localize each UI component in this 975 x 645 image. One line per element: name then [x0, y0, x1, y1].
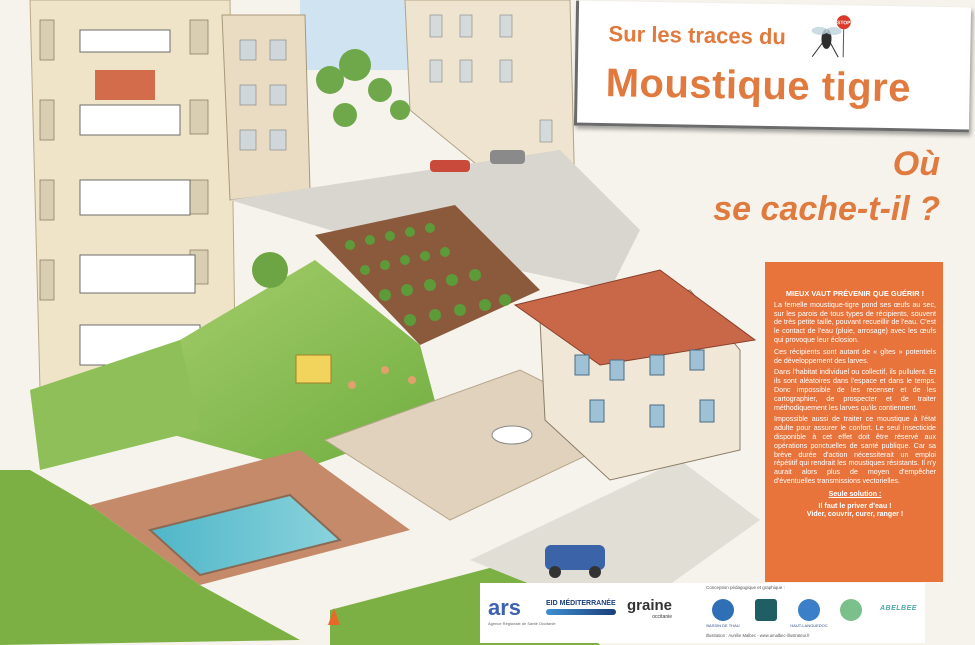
info-paragraph-4: Impossible aussi de traiter ce moustique à l'état adulte pour assurer le confort. Le seul insecticide disponible à cet effet doit être réservé aux opérations ponctuelles de santé publique. Car sa brève durée d'action nécessiterait un emploi répétitif qui rendrait les moustiques résistants. Il n'y aurait alors plus de moyen d'empêcher d'éventuelles transmissions vectorielles.	[774, 415, 936, 485]
solution-line-2: Vider, couvrir, curer, ranger !	[806, 510, 904, 519]
solution-line-1: Il faut le priver d'eau !	[818, 501, 892, 510]
conception-label: Conception pédagogique et graphique :	[706, 585, 785, 590]
stop-sign-label: STOP	[836, 20, 851, 27]
mosquito-stop-icon	[808, 13, 855, 60]
graine-logo-sub: occitanie	[652, 614, 673, 620]
question-line-1: Où	[892, 145, 940, 183]
abelbee-logo: ABELBEE	[880, 605, 917, 612]
info-paragraph-3: Dans l'habitat individuel ou collectif, ils pullulent. Et ils sont aléatoires dans l'espace et dans le temps. Donc impossible de les recenser et de les cartographier, de prospecter et de traiter méthodiquement les larves qu'ils contiennent.	[774, 368, 936, 412]
eid-logo	[546, 600, 616, 615]
partner-logo-4	[840, 599, 862, 621]
haut-languedoc-label: HAUT-LANGUEDOC	[790, 623, 828, 628]
question-line-2: se cache-t-il ?	[713, 190, 940, 228]
eid-wave-icon	[546, 609, 616, 615]
page-title: Moustique tigre	[605, 61, 912, 111]
illustration-credit: Illustration : Aurélie Malbec - www.amalbec-illustrateur.fr	[706, 633, 810, 638]
bassin-de-thau-logo	[712, 599, 734, 621]
partner-logo-2	[755, 599, 777, 621]
partner-logos	[480, 583, 925, 643]
graine-logo-text: graine	[627, 597, 673, 614]
ars-logo-text: ars	[488, 595, 522, 620]
info-panel	[765, 262, 943, 582]
ars-logo-sub: Agence Régionale de Santé Occitanie	[488, 621, 556, 626]
bassin-de-thau-label: BASSIN DE THAU	[706, 623, 740, 628]
haut-languedoc-logo	[798, 599, 820, 621]
question-heading	[713, 142, 940, 232]
eid-logo-text: EID MÉDITERRANÉE	[546, 600, 616, 607]
info-paragraph-1: La femelle moustique-tigre pond ses œufs au sec, sur les parois de tous types de récipients, souvent de très petite taille, pouvant recueillir de l'eau. C'est le contact de l'eau (pluie, arrosage) avec les œufs qui provoque leur éclosion.	[774, 300, 936, 344]
graine-logo	[627, 597, 672, 620]
title-panel	[574, 1, 971, 133]
info-heading: MIEUX VAUT PRÉVENIR QUE GUÉRIR !	[785, 289, 925, 298]
info-paragraph-2: Ces récipients sont autant de « gîtes » potentiels de développement des larves.	[774, 347, 936, 365]
title-subtitle: Sur les traces du	[608, 21, 787, 50]
solution-title: Seule solution :	[828, 489, 882, 498]
